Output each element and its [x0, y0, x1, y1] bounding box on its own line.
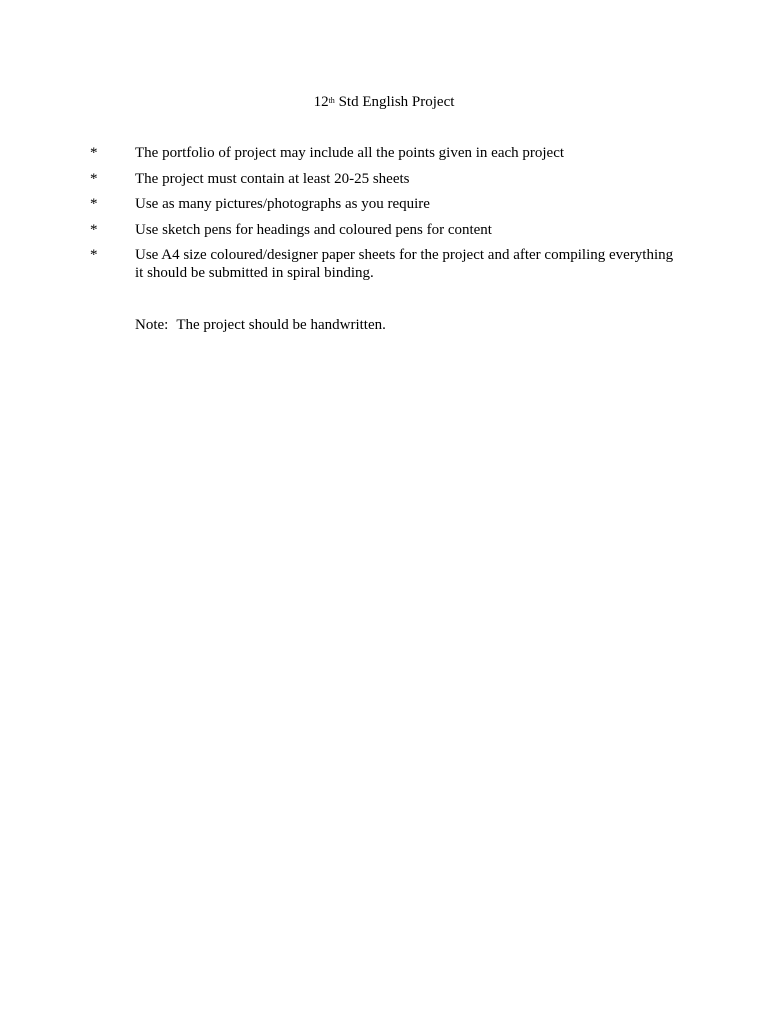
- note-text: The project should be handwritten.: [176, 317, 386, 333]
- list-item: [0, 221, 768, 239]
- title-number: 12: [313, 94, 329, 110]
- title-ordinal-suffix: th: [328, 96, 335, 105]
- bullet-marker: *: [90, 170, 98, 187]
- list-item-text: Use as many pictures/photographs as you require: [135, 196, 430, 213]
- page-title: [0, 93, 768, 111]
- bullet-marker: *: [90, 196, 98, 213]
- note-paragraph: [135, 316, 386, 334]
- bullet-marker: *: [90, 145, 98, 161]
- list-item-text: Use A4 size coloured/designer paper sheets for the project and after compiling everything it should be submitted in spiral binding.: [135, 247, 674, 282]
- list-item-text: Use sketch pens for headings and coloured pens for content: [135, 221, 492, 238]
- list-item-text: The portfolio of project may include all the points given in each project: [135, 145, 565, 161]
- list-item: [0, 144, 768, 162]
- bullet-marker: *: [90, 221, 98, 238]
- title-text: Std English Project: [334, 94, 455, 110]
- note-label: Note:: [135, 317, 169, 333]
- list-item: [0, 170, 768, 188]
- list-item: [0, 246, 768, 282]
- bullet-marker: *: [90, 247, 98, 264]
- instructions-list: [0, 144, 768, 290]
- list-item-text: The project must contain at least 20-25 sheets: [135, 170, 410, 187]
- list-item: [0, 195, 768, 213]
